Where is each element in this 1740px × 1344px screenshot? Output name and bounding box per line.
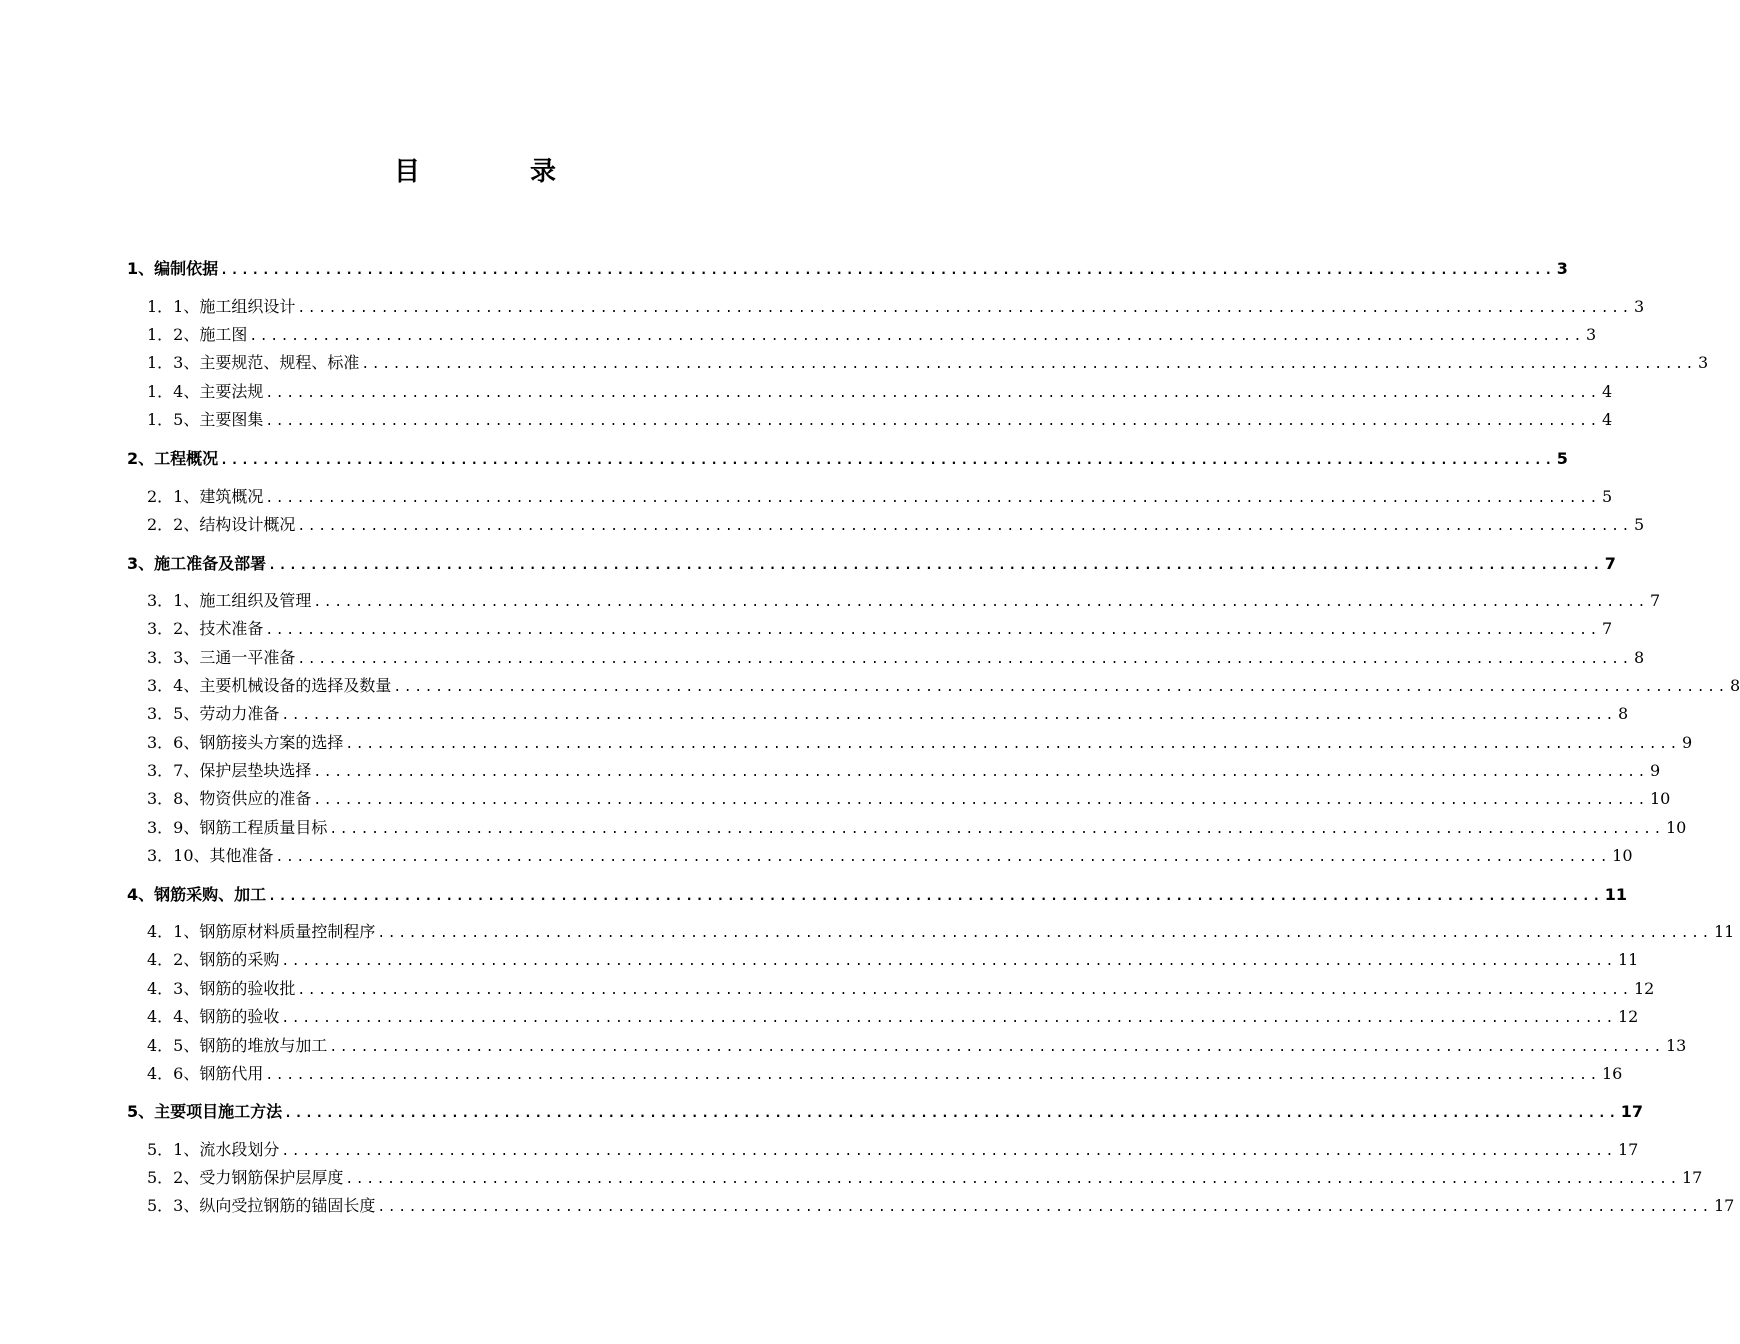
toc-section-entry[interactable]	[147, 512, 1645, 536]
toc-page-number: 17	[1620, 1102, 1644, 1121]
toc-leader-dots: ................................................................................................................................	[268, 889, 1603, 904]
toc-chapter-entry[interactable]	[127, 1099, 1644, 1123]
toc-section-entry[interactable]	[147, 673, 1740, 697]
toc-page-number: 7	[1650, 591, 1661, 610]
toc-leader-dots: ................................................................................................................................	[297, 983, 1632, 998]
toc-entry-label: 1．2、施工图	[147, 325, 248, 344]
toc-page-number: 12	[1634, 979, 1655, 998]
toc-page-number: 12	[1618, 1007, 1639, 1026]
toc-page-number: 13	[1666, 1036, 1687, 1055]
toc-chapter-entry[interactable]	[127, 551, 1616, 575]
toc-page-number: 7	[1604, 554, 1616, 573]
toc-section-entry[interactable]	[147, 645, 1645, 669]
toc-entry-label: 3．7、保护层垫块选择	[147, 761, 312, 780]
toc-entry-label: 4．2、钢筋的采购	[147, 950, 280, 969]
toc-entry-label: 4．5、钢筋的堆放与加工	[147, 1036, 328, 1055]
toc-section-entry[interactable]	[147, 843, 1633, 867]
toc-entry-label: 5．1、流水段划分	[147, 1140, 280, 1159]
toc-leader-dots: ................................................................................................................................	[265, 414, 1600, 429]
toc-leader-dots: ................................................................................................................................	[345, 1172, 1680, 1187]
toc-section-entry[interactable]	[147, 1137, 1639, 1161]
toc-page-number: 3	[1556, 259, 1568, 278]
toc-entry-label: 3．1、施工组织及管理	[147, 591, 312, 610]
toc-section-entry[interactable]	[147, 976, 1655, 1000]
toc-entry-label: 3．2、技术准备	[147, 619, 264, 638]
toc-leader-dots: ................................................................................................................................	[345, 737, 1680, 752]
toc-section-entry[interactable]	[147, 1193, 1735, 1217]
toc-leader-dots: ................................................................................................................................	[393, 680, 1728, 695]
toc-leader-dots: ................................................................................................................................	[220, 263, 1555, 278]
toc-entry-label: 2．2、结构设计概况	[147, 515, 296, 534]
page-title	[0, 152, 950, 192]
toc-section-entry[interactable]	[147, 616, 1613, 640]
toc-page-number: 3	[1634, 297, 1645, 316]
toc-leader-dots: ................................................................................................................................	[265, 623, 1600, 638]
toc-leader-dots: ................................................................................................................................	[220, 453, 1555, 468]
toc-page-number: 8	[1634, 648, 1645, 667]
toc-section-entry[interactable]	[147, 758, 1661, 782]
toc-section-entry[interactable]	[147, 730, 1693, 754]
toc-leader-dots: ................................................................................................................................	[281, 1144, 1616, 1159]
toc-entry-label: 3．10、其他准备	[147, 846, 274, 865]
toc-leader-dots: ................................................................................................................................	[361, 357, 1696, 372]
toc-entry-label: 4．4、钢筋的验收	[147, 1007, 280, 1026]
toc-section-entry[interactable]	[147, 919, 1735, 943]
toc-leader-dots: ................................................................................................................................	[313, 793, 1648, 808]
toc-page-number: 8	[1618, 704, 1629, 723]
toc-entry-label: 1．5、主要图集	[147, 410, 264, 429]
toc-entry-label: 4、钢筋采购、加工	[127, 885, 267, 904]
toc-entry-label: 5．3、纵向受拉钢筋的锚固长度	[147, 1196, 376, 1215]
toc-leader-dots: ................................................................................................................................	[265, 386, 1600, 401]
toc-section-entry[interactable]	[147, 322, 1597, 346]
toc-section-entry[interactable]	[147, 1033, 1687, 1057]
toc-leader-dots: ................................................................................................................................	[281, 954, 1616, 969]
toc-chapter-entry[interactable]	[127, 446, 1568, 470]
toc-page-number: 11	[1604, 885, 1628, 904]
title-char-2: 录	[530, 157, 557, 187]
toc-leader-dots: ................................................................................................................................	[297, 652, 1632, 667]
toc-leader-dots: ................................................................................................................................	[313, 595, 1648, 610]
toc-leader-dots: ................................................................................................................................	[275, 850, 1611, 865]
toc-entry-label: 3．9、钢筋工程质量目标	[147, 818, 328, 837]
toc-section-entry[interactable]	[147, 379, 1613, 403]
toc-page-number: 17	[1618, 1140, 1639, 1159]
toc-entry-label: 5、主要项目施工方法	[127, 1102, 283, 1121]
toc-page-number: 16	[1602, 1064, 1623, 1083]
toc-section-entry[interactable]	[147, 484, 1613, 508]
toc-section-entry[interactable]	[147, 294, 1645, 318]
toc-chapter-entry[interactable]	[127, 256, 1568, 280]
toc-page-number: 8	[1730, 676, 1740, 695]
toc-section-entry[interactable]	[147, 350, 1709, 374]
toc-entry-label: 2、工程概况	[127, 449, 219, 468]
toc-page-number: 9	[1650, 761, 1661, 780]
toc-section-entry[interactable]	[147, 1061, 1623, 1085]
toc-page-number: 7	[1602, 619, 1613, 638]
toc-entry-label: 4．6、钢筋代用	[147, 1064, 264, 1083]
title-char-1: 目	[393, 157, 420, 187]
toc-page-number: 3	[1586, 325, 1597, 344]
toc-section-entry[interactable]	[147, 407, 1613, 431]
toc-entry-label: 3．5、劳动力准备	[147, 704, 280, 723]
toc-entry-label: 3、施工准备及部署	[127, 554, 267, 573]
toc-page-number: 11	[1714, 922, 1735, 941]
toc-entry-label: 4．3、钢筋的验收批	[147, 979, 296, 998]
toc-leader-dots: ................................................................................................................................	[297, 301, 1632, 316]
toc-entry-label: 1、编制依据	[127, 259, 219, 278]
toc-leader-dots: ................................................................................................................................	[265, 1068, 1600, 1083]
toc-section-entry[interactable]	[147, 1165, 1703, 1189]
toc-leader-dots: ................................................................................................................................	[281, 1011, 1616, 1026]
toc-leader-dots: ................................................................................................................................	[297, 519, 1632, 534]
toc-page-number: 10	[1666, 818, 1687, 837]
toc-leader-dots: ................................................................................................................................	[281, 708, 1616, 723]
toc-entry-label: 3．6、钢筋接头方案的选择	[147, 733, 344, 752]
toc-page-number: 4	[1602, 410, 1613, 429]
toc-section-entry[interactable]	[147, 588, 1661, 612]
toc-section-entry[interactable]	[147, 701, 1629, 725]
toc-leader-dots: ................................................................................................................................	[268, 558, 1603, 573]
toc-section-entry[interactable]	[147, 947, 1639, 971]
toc-chapter-entry[interactable]	[127, 882, 1628, 906]
toc-entry-label: 5．2、受力钢筋保护层厚度	[147, 1168, 344, 1187]
toc-leader-dots: ................................................................................................................................	[313, 765, 1648, 780]
toc-page-number: 5	[1602, 487, 1613, 506]
toc-leader-dots: ................................................................................................................................	[265, 491, 1600, 506]
toc-entry-label: 1．4、主要法规	[147, 382, 264, 401]
toc-page-number: 10	[1650, 789, 1671, 808]
toc-page-number: 5	[1556, 449, 1568, 468]
toc-page-number: 4	[1602, 382, 1613, 401]
toc-page-number: 17	[1682, 1168, 1703, 1187]
toc-page-number: 3	[1698, 353, 1709, 372]
toc-entry-label: 3．3、三通一平准备	[147, 648, 296, 667]
toc-page-number: 17	[1714, 1196, 1735, 1215]
toc-leader-dots: ................................................................................................................................	[329, 822, 1664, 837]
toc-section-entry[interactable]	[147, 1004, 1639, 1028]
toc-entry-label: 4．1、钢筋原材料质量控制程序	[147, 922, 376, 941]
toc-leader-dots: ................................................................................................................................	[377, 926, 1712, 941]
toc-page-number: 5	[1634, 515, 1645, 534]
toc-leader-dots: ................................................................................................................................	[377, 1200, 1712, 1215]
toc-entry-label: 3．4、主要机械设备的选择及数量	[147, 676, 392, 695]
toc-leader-dots: ................................................................................................................................	[284, 1106, 1619, 1121]
toc-section-entry[interactable]	[147, 786, 1671, 810]
toc-leader-dots: ................................................................................................................................	[249, 329, 1584, 344]
toc-page-number: 11	[1618, 950, 1639, 969]
toc-entry-label: 1．1、施工组织设计	[147, 297, 296, 316]
toc-leader-dots: ................................................................................................................................	[329, 1040, 1664, 1055]
toc-entry-label: 1．3、主要规范、规程、标准	[147, 353, 360, 372]
toc-page-number: 9	[1682, 733, 1693, 752]
toc-entry-label: 3．8、物资供应的准备	[147, 789, 312, 808]
toc-section-entry[interactable]	[147, 815, 1687, 839]
toc-entry-label: 2．1、建筑概况	[147, 487, 264, 506]
toc-page-number: 10	[1612, 846, 1633, 865]
